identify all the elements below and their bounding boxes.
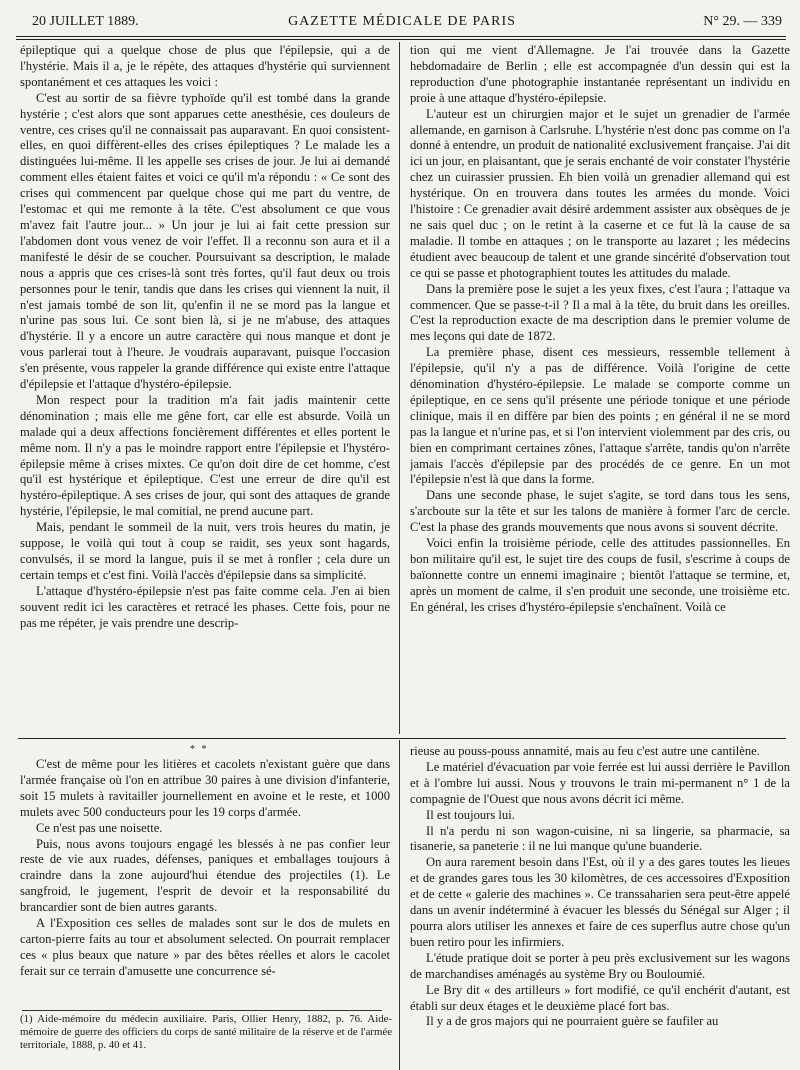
- paragraph: Le Bry dit « des artilleurs » fort modifié, ce qu'il enchérit d'autant, est établi sur deux étages et le deuxième placé fort bas.: [410, 982, 790, 1013]
- paragraph: On aura rarement besoin dans l'Est, où il y a des gares toutes les lieues et de grandes gares tous les 30 kilomètres, de ces accessoires d'Exposition et de cette « galerie des machines ». Ce transsaharien sera peut-être appelé dans un avenir indéterminé à évacuer les blessés du Sénégal sur Alger ; il pourra alors utiliser les annexes et faire de ces superflus autre chose qu'un buen retiro pour les infirmiers.: [410, 855, 790, 949]
- paragraph: L'étude pratique doit se porter à peu près exclusivement sur les wagons de marchandises aménagés au système Bry ou Bouloumié.: [410, 950, 790, 981]
- paragraph: La première phase, disent ces messieurs, ressemble tellement à l'épilepsie, qu'il n'y a pas de différence. Voilà l'origine de cette dénomination d'hystéro-épilepsie. Le malade se comporte comme un épileptique, en ce sens qu'il présente une période tonique et une période clinique, mais il en diffère par bien des points ; en général il ne se mord pas la langue et n'urine pas, et si l'on intervient violemment par des cris, ou bien en comprimant certaines zônes, l'attaque s'arrête, tandis qu'on n'arrête jamais l'accès d'épilepsie par des procédés de ce genre. En un mot l'épilepsie n'est là que dans la forme.: [410, 345, 790, 487]
- running-head: [18, 6, 786, 34]
- header-rule: [16, 36, 786, 40]
- paragraph: épileptique qui a quelque chose de plus que l'épilepsie, qui a de l'hystérie. Mais il a, je le répète, des attaques d'hystérie qui surviennent spontanément et ces attaques les voici :: [20, 43, 390, 89]
- column-top-left: [20, 43, 390, 725]
- journal-title: GAZETTE MÉDICALE DE PARIS: [288, 14, 516, 29]
- paragraph: Ce n'est pas une noisette.: [36, 820, 163, 835]
- paragraph: rieuse au pouss-pouss annamité, mais au feu c'est autre une cantilène.: [410, 744, 760, 758]
- paragraph: Il n'a perdu ni son wagon-cuisine, ni sa lingerie, sa pharmacie, sa tisanerie, sa paneterie : il ne lui manque qu'une buanderie.: [410, 823, 790, 854]
- column-top-right: [410, 43, 790, 725]
- column-divider: [399, 740, 400, 1070]
- paragraph: C'est de même pour les litières et cacolets n'existant guère que dans l'armée française où l'on en attribue 30 paires à une division d'infanterie, soit 15 mulets à ravitailler journellement en avoine et le reste, et 1000 mulets avec 500 conducteurs pour les 19 corps d'armée.: [20, 757, 390, 819]
- paragraph: Il est toujours lui.: [426, 807, 515, 822]
- paragraph: Mon respect pour la tradition m'a fait jadis maintenir cette dénomination ; mais elle me gêne fort, car elle est absurde. Voilà un malade qui a deux affections foncièrement différentes et elles portent le même nom. Il n'y a pas le moindre rapport entre l'épilepsie et l'hystéro-épilepsie même à crises mixtes. Ce qu'on doit dire de cet homme, c'est qu'il est hystérique et épileptique. C'est une erreur de dire qu'il est hystéro-épileptique. A ses crises de jour, qui sont des attaques de grande hystérie, l'épilepsie, le mal comitial, ne prend aucune part.: [20, 392, 390, 519]
- paragraph: Mais, pendant le sommeil de la nuit, vers trois heures du matin, je suppose, le voilà qui tout à coup se raidit, ses yeux sont hagards, convulsés, il se mord la langue, puis il se met à ronfler ; cela dure un certain temps et c'est fini. Voilà l'accès d'épilepsie dans sa simplicité.: [20, 520, 390, 582]
- paragraph: L'auteur est un chirurgien major et le sujet un grenadier de l'armée allemande, en garnison à Carlsruhe. L'hystérie n'est donc pas comme on l'a donné à entendre, un produit de nationalité exclusivement française. J'ai dit ici un jour, en plaisantant, que je serais enchanté de voir constater l'hystérie chez un cuirassier prussien. Eh bien voilà un grenadier allemand qui est hystérique. On en trouvera dans toutes les armées du monde. Voici l'histoire : Ce grenadier avait désiré ardemment assister aux obsèques de je ne sais quel duc ; on le retint à la caserne et ce fut là la cause de sa maladie. Il tombe en attaques ; on le transporte au lazaret ; les médecins étudient avec beaucoup de talent et une grande sincérité d'observation tout ce qui se passe et photographient toutes les attitudes du malade.: [410, 106, 790, 280]
- paragraph: Il y a de gros majors qui ne pourraient guère se faufiler au: [426, 1014, 719, 1029]
- paragraph: Dans la première pose le sujet a les yeux fixes, c'est l'aura ; l'attaque va commencer. Que se passe-t-il ? Il a mal à la tête, du bruit dans les oreilles. C'est la reproduction exacte de ma description dans le premier volume de mes leçons qui date de 1872.: [410, 281, 790, 344]
- paragraph: Puis, nous avons toujours engagé les blessés à ne pas confier leur reste de vie aux ruades, défenses, paniques et emballages toujours à craindre dans la zone aujourd'hui étendue des projectiles (1). Le sangfroid, le jugement, l'esprit de devoir et la responsabilité du brancardier sont de bien autres garants.: [20, 836, 390, 915]
- section-rule: [18, 738, 786, 739]
- footnote: (1) Aide-mémoire du médecin auxiliaire. Paris, Ollier Henry, 1882, p. 76. Aide-mémoire de guerre des officiers du corps de santé militaire de la réserve et de l'armée territoriale, 1888, p. 40 et 41.: [20, 1013, 392, 1051]
- issue-date: 20 JUILLET 1889.: [32, 14, 139, 29]
- footnote-rule: [22, 1010, 382, 1011]
- paragraph: A l'Exposition ces selles de malades sont sur le dos de mulets en carton-pierre faits au tour et absolument selected. On pourrait remplacer ces « plus beaux que nature » par des bêtes réelles et alors le cacolet ferait sur ce terrain d'amusette une concurrence sé-: [20, 916, 390, 978]
- paragraph: Dans une seconde phase, le sujet s'agite, se tord dans tous les sens, s'arcboute sur la tête et sur les talons de manière à former l'arc de cercle. C'est la phase des grands mouvements que nous avons si souvent décrite.: [410, 488, 790, 535]
- paragraph: L'attaque d'hystéro-épilepsie n'est pas faite comme cela. J'en ai bien souvent redit ici les caractères et retracé les phases. Cette fois, pour ne pas me répéter, je vais prendre une descrip-: [20, 583, 390, 630]
- column-divider: [399, 42, 400, 734]
- footnotes: [20, 1013, 392, 1052]
- paragraph: tion qui me vient d'Allemagne. Je l'ai trouvée dans la Gazette hebdomadaire de Berlin ; elle est accompagnée d'un dessin qui est la reproduction d'une photographie instantanée représentant un individu en proie à une attaque d'hystéro-épilepsie.: [410, 43, 790, 105]
- page-number: N° 29. — 339: [703, 14, 782, 29]
- paragraph: Le matériel d'évacuation par voie ferrée est lui aussi derrière le Pavillon et à l'ombre lui aussi. Nous y trouvons le train mi-permanent n° 1 de la compagnie de l'Ouest que nous avons décrit ici même.: [410, 759, 790, 806]
- section-stars: * *: [190, 744, 209, 755]
- paragraph: Voici enfin la troisième période, celle des attitudes passionnelles. En bon militaire qu'il est, le sujet tire des coups de fusil, s'escrime à coups de baïonnette contre un ennemi imaginaire ; bientôt l'attaque se termine, et, après un moment de calme, il s'en produit une seconde, une troisième etc. En général, les crises d'hystéro-épilepsie s'enchaînent. Voilà ce: [410, 536, 790, 614]
- column-bottom-right: [410, 744, 790, 1068]
- paragraph: C'est au sortir de sa fièvre typhoïde qu'il est tombé dans la grande hystérie ; c'est alors que sont apparues cette anesthésie, ces douleurs de ventre, ces crises qu'il ne connaissait pas auparavant. En quoi consistent-elles, en quoi diffèrent-elles des crises épileptiques ? Le malade les a distinguées lui-même. Il les appelle ses crises de jour. Je lui ai demandé comment elles étaient faites et voici ce qu'il m'a répondu : « Ce sont des crises qui commencent par quelque chose qui me part du ventre, de l'estomac et qui me remonte à la tête. C'est absolument ce que vous m'avez fait l'autre jour... » Un jour je lui ai fait cette pression sur l'abdomen dont vous venez de voir l'effet. Il a reconnu son aura et il a manifesté le désir de se coucher. Poursuivant sa description, le malade nous a appris que ces crises-là sont très fortes, qu'il faut deux ou trois personnes pour le tenir, tandis que dans les crises qui viennent la nuit, il n'est jamais tombé de son lit, qu'enfin il ne se mord pas la langue et n'urine pas sous lui. Ce sont bien là, si je ne m'abuse, des attaques d'hystérie. Il y a encore un autre caractère qui nous manque et dont je vous parlerai tout à l'heure. Je voudrais auparavant, puisque l'occasion s'en présente, vous rappeler la grande différence qui existe entre l'attaque d'épilepsie et l'attaque d'hystéro-épilepsie.: [20, 90, 390, 392]
- column-bottom-left: [20, 757, 390, 1005]
